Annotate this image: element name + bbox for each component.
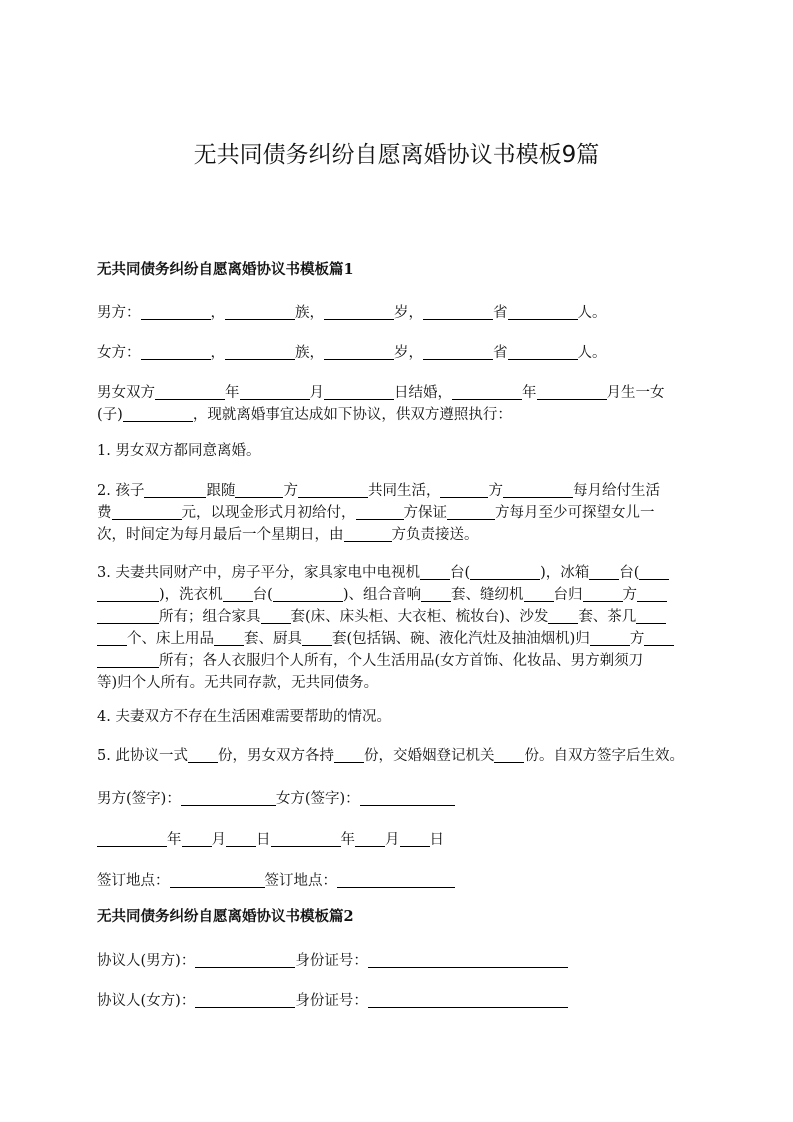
item-3-line3: 所有；组合家具 套(床、床头柜、大衣柜、梳妆台)、沙发 套、茶几 [97,606,697,628]
section-heading-2: 无共同债务纠纷自愿离婚协议书模板篇2 [97,908,354,925]
item-3-line6: 等)归个人所有。无共同存款，无共同债务。 [97,675,379,691]
agreement-male-line: 协议人(男方)： 身份证号： [97,950,697,972]
item-3-line5: 所有；各人衣服归个人所有，个人生活用品(女方首饰、化妆品、男方剃须刀 [97,650,697,672]
item-2-line1: 2. 孩子 跟随 方 共同生活， 方 每月给付生活 [97,483,660,499]
item-5: 5. 此协议一式 份，男女双方各持 份，交婚姻登记机关 份。自双方签字后生效。 [97,748,684,764]
item-1: 1. 男女双方都同意离婚。 [97,443,261,459]
female-info-line: 女方： ， 族， 岁， 省 人。 [97,345,607,361]
item-2-line3: 次，时间定为每月最后一个星期日，由 方负责接送。 [97,527,479,543]
agreement-female-line: 协议人(女方)： 身份证号： [97,990,697,1012]
marriage-paragraph-line2: (子) ，现就离婚事宜达成如下协议，供双方遵照执行： [97,407,512,423]
item-2-line2: 费 元，以现金形式月初给付， 方保证 方每月至少可探望女儿一 [97,505,655,521]
item-3-line2: )，洗衣机 台( )、组合音响 套、缝纫机 台归 方 [97,584,697,606]
section-heading-1: 无共同债务纠纷自愿离婚协议书模板篇1 [97,261,354,278]
signature-line: 男方(签字)： 女方(签字)： [97,788,697,810]
date-line: 年 月 日 年 月 日 [97,829,697,851]
item-4: 4. 夫妻双方不存在生活困难需要帮助的情况。 [97,709,391,725]
item-3-line4: 个、床上用品 套、厨具 套(包括锅、碗、液化汽灶及抽油烟机)归 方 [97,628,697,650]
item-3-line1: 3. 夫妻共同财产中，房子平分，家具家电中电视机 台( )，冰箱 台( [97,562,697,584]
marriage-paragraph-line1: 男女双方 年 月 日结婚， 年 月生一女 [97,385,665,401]
male-info-line: 男方： ， 族， 岁， 省 人。 [97,305,607,321]
place-line: 签订地点： 签订地点： [97,870,697,892]
page-title: 无共同债务纠纷自愿离婚协议书模板9篇 [193,142,600,168]
